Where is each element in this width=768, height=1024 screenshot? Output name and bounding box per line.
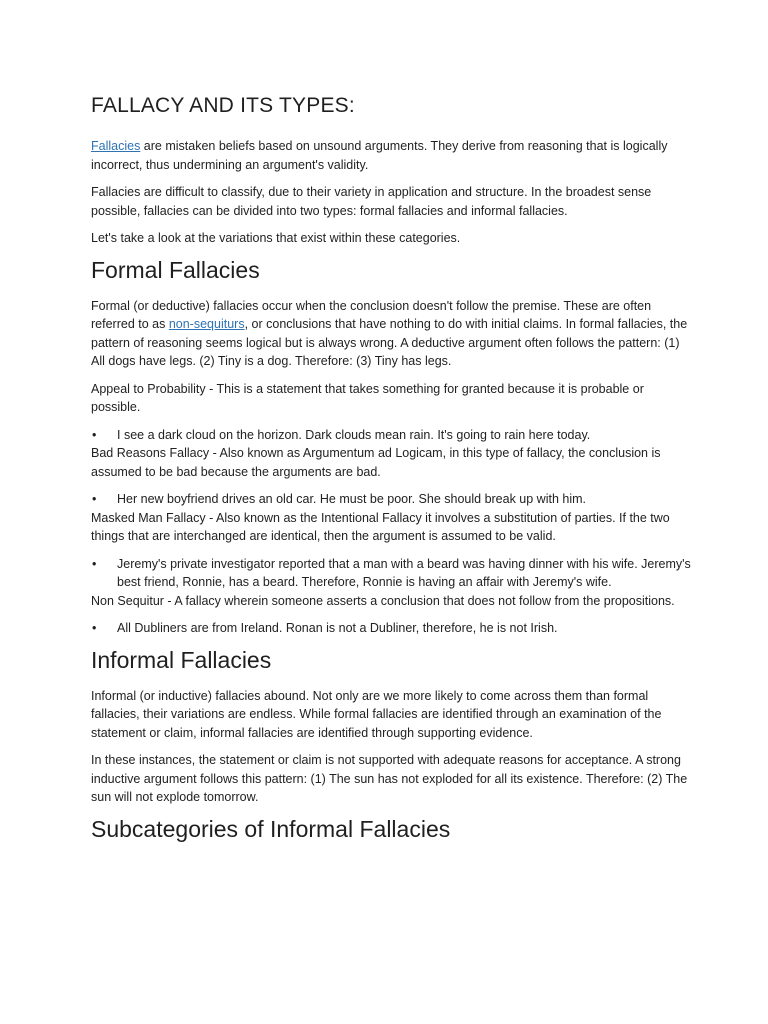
bad-reasons-example-list [91,490,691,509]
bullet-icon: • [92,427,97,442]
non-sequitur-paragraph: Non Sequitur - A fallacy wherein someone asserts a conclusion that does not follow from the propositions. [91,593,675,608]
formal-intro-paragraph [91,297,691,371]
bullet-icon: • [92,621,97,635]
list-item [91,426,691,445]
bullet-icon: • [92,556,97,571]
inductive-argument-paragraph: In these instances, the statement or claim is not supported with adequate reasons for acceptance. A strong inductive argument follows this pattern: (1) The sun has not exploded for all its existence. Therefore: (2) The sun will not explode tomorrow. [91,753,688,804]
non-sequitur-example-text: All Dubliners are from Ireland. Ronan is not a Dubliner, therefore, he is not Irish. [117,621,558,635]
subcategories-heading: Subcategories of Informal Fallacies [91,815,451,842]
bad-reasons-example-text: Her new boyfriend drives an old car. He must be poor. She should break up with him. [117,492,587,506]
page-title: FALLACY AND ITS TYPES: [91,94,355,117]
list-item [91,490,691,509]
masked-man-example-text: Jeremy's private investigator reported that a man with a beard was having dinner with his wife. Jeremy's best friend, Ronnie, has a beard. Therefore, Ronnie is having an affair with Jeremy's wife. [117,556,691,589]
appeal-to-probability-paragraph: Appeal to Probability - This is a statement that takes something for granted because it is probable or possible. [91,381,644,414]
masked-man-paragraph: Masked Man Fallacy - Also known as the Intentional Fallacy it involves a substitution of parties. If the two things that are interchanged are identical, then the argument is assumed to be valid. [91,510,670,543]
formal-intro-text-before: Formal (or deductive) fallacies occur when the conclusion doesn't follow the premise. These are often referred to as [91,298,652,331]
formal-intro-text-after: , or conclusions that have nothing to do with initial claims. In formal fallacies, the pattern of reasoning seems logical but is always wrong. A deductive argument often follows the pattern: (1) All dogs have legs. (2) Tiny is a dog. Therefore: (3) Tiny has legs. [91,317,688,368]
appeal-example-text: I see a dark cloud on the horizon. Dark clouds mean rain. It's going to rain here today. [117,427,591,442]
formal-fallacies-heading: Formal Fallacies [91,256,260,283]
intro-paragraph [91,137,691,174]
classification-paragraph: Fallacies are difficult to classify, due to their variety in application and structure. In the broadest sense possible, fallacies can be divided into two types: formal fallacies and informal fallacies. [91,185,652,218]
appeal-example-list [91,426,691,445]
fallacies-link[interactable]: Fallacies [91,139,141,153]
intro-text: are mistaken beliefs based on unsound arguments. They derive from reasoning that is logically incorrect, thus undermining an argument's validity. [91,139,668,172]
document-body [91,94,691,856]
informal-intro-paragraph: Informal (or inductive) fallacies abound. Not only are we more likely to come across them than formal fallacies, their variations are endless. While formal fallacies are identified through an examination of the statement or claim, informal fallacies are identified through supporting evidence. [91,688,662,740]
non-sequiturs-link[interactable]: non-sequiturs [168,317,245,331]
bullet-icon: • [92,492,97,506]
non-sequitur-example-list [91,619,691,638]
list-item [91,555,691,592]
informal-fallacies-heading: Informal Fallacies [91,646,272,673]
list-item [91,619,691,638]
bad-reasons-paragraph: Bad Reasons Fallacy - Also known as Argumentum ad Logicam, in this type of fallacy, the conclusion is assumed to be bad because the arguments are bad. [91,446,661,479]
masked-man-example-list [91,555,691,592]
variations-paragraph: Let's take a look at the variations that exist within these categories. [91,231,461,245]
